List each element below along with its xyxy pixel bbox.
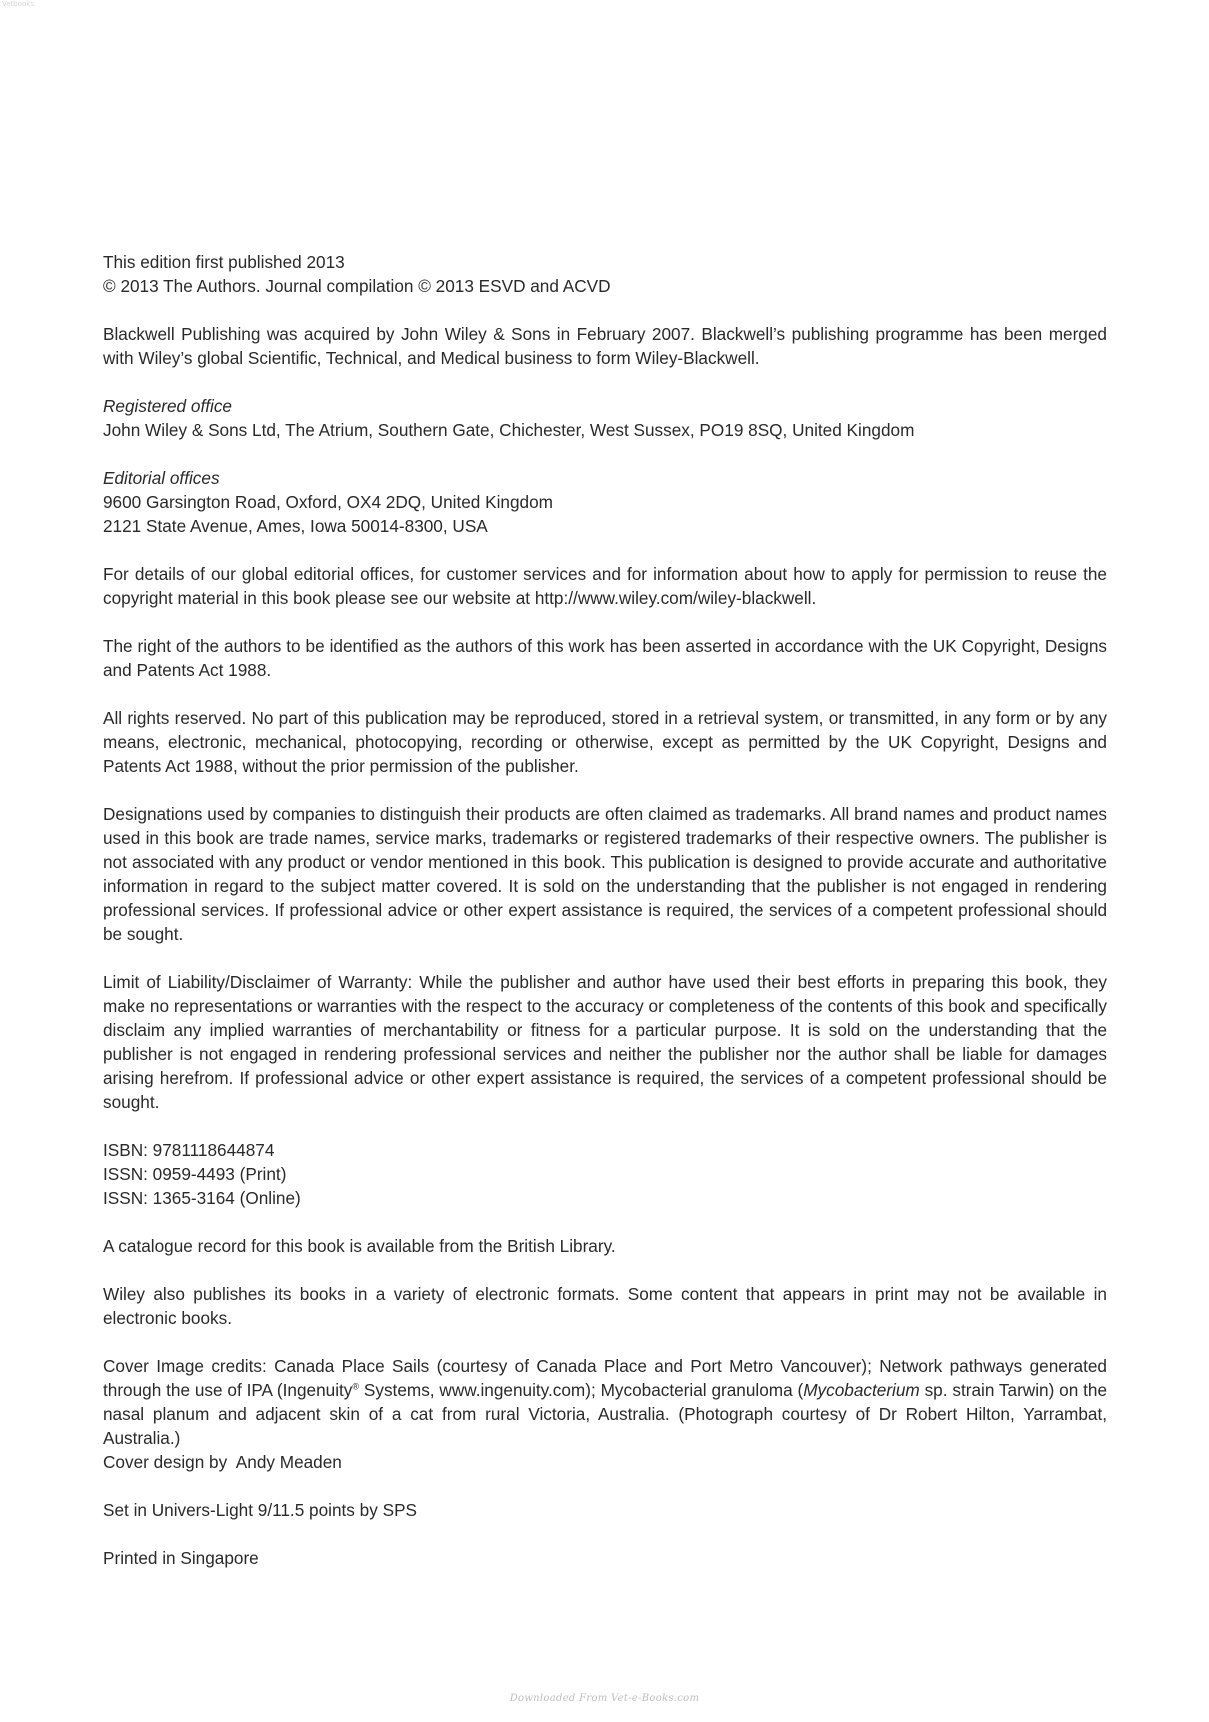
species-name: Mycobacterium	[803, 1380, 920, 1400]
registered-office-block	[103, 394, 1107, 442]
first-published-line: This edition first published 2013	[103, 252, 345, 272]
editorial-offices-heading: Editorial offices	[103, 468, 220, 488]
isbn-line: ISBN: 9781118644874	[103, 1140, 275, 1160]
registered-office-heading: Registered office	[103, 396, 232, 416]
global-offices-paragraph: For details of our global editorial offices, for customer services and for information about how to apply for permission to reuse the copyright material in this book please see our website at http://www.wiley.com/wiley-blackwell.	[103, 564, 1107, 608]
cover-credits-block	[103, 1354, 1107, 1474]
corner-watermark: Vetbooks	[2, 0, 35, 8]
editorial-offices-block	[103, 466, 1107, 538]
registered-office-address: John Wiley & Sons Ltd, The Atrium, Southern Gate, Chichester, West Sussex, PO19 8SQ, United Kingdom	[103, 420, 915, 440]
printed-paragraph: Printed in Singapore	[103, 1548, 259, 1568]
publication-block	[103, 250, 1107, 298]
download-watermark: Downloaded From Vet-e-Books.com	[509, 1693, 700, 1704]
authors-right-paragraph: The right of the authors to be identified as the authors of this work has been asserted in accordance with the UK Copyright, Designs and Patents Act 1988.	[103, 636, 1107, 680]
identifiers-block	[103, 1138, 1107, 1210]
editorial-office-ames: 2121 State Avenue, Ames, Iowa 50014-8300, USA	[103, 516, 488, 536]
editorial-office-oxford: 9600 Garsington Road, Oxford, OX4 2DQ, United Kingdom	[103, 492, 553, 512]
copyright-page	[103, 250, 1107, 1594]
trademarks-paragraph: Designations used by companies to distinguish their products are often claimed as trademarks. All brand names and product names used in this book are trade names, service marks, trademarks or registered trademarks of their respective owners. The publisher is not associated with any product or vendor mentioned in this book. This publication is designed to provide accurate and authoritative information in regard to the subject matter covered. It is sold on the understanding that the publisher is not engaged in rendering professional services. If professional advice or other expert assistance is required, the services of a competent professional should be sought.	[103, 804, 1107, 944]
liability-disclaimer-paragraph: Limit of Liability/Disclaimer of Warranty: While the publisher and author have used their best efforts in preparing this book, they make no representations or warranties with the respect to the accuracy or completeness of the contents of this book and specifically disclaim any implied warranties of merchantability or fitness for a particular purpose. It is sold on the understanding that the publisher is not engaged in rendering professional services and neither the publisher nor the author shall be liable for damages arising herefrom. If professional advice or other expert assistance is required, the services of a competent professional should be sought.	[103, 972, 1107, 1112]
cover-image-credits	[103, 1354, 1107, 1450]
acquisition-paragraph: Blackwell Publishing was acquired by John Wiley & Sons in February 2007. Blackwell’s publishing programme has been merged with Wiley’s global Scientific, Technical, and Medical business to form Wiley-Blackwell.	[103, 324, 1107, 368]
issn-print-line: ISSN: 0959-4493 (Print)	[103, 1164, 287, 1184]
typesetting-paragraph: Set in Univers-Light 9/11.5 points by SPS	[103, 1500, 417, 1520]
cover-design-line: Cover design by Andy Meaden	[103, 1452, 342, 1472]
rights-reserved-paragraph: All rights reserved. No part of this publication may be reproduced, stored in a retrieval system, or transmitted, in any form or by any means, electronic, mechanical, photocopying, recording or otherwise, except as permitted by the UK Copyright, Designs and Patents Act 1988, without the prior permission of the publisher.	[103, 708, 1107, 776]
catalogue-paragraph: A catalogue record for this book is available from the British Library.	[103, 1236, 616, 1256]
registered-trademark-mark: ®	[352, 1381, 360, 1392]
copyright-line: © 2013 The Authors. Journal compilation © 2013 ESVD and ACVD	[103, 276, 611, 296]
cover-credits-part-2: Systems, www.ingenuity.com); Mycobacterial granuloma (	[359, 1380, 804, 1400]
cover-credits-part-1: Cover Image credits: Canada Place Sails (courtesy of Canada Place and Port Metro Vancouver); Network pathways generated through the use of IPA (Ingenuity	[103, 1356, 1107, 1400]
issn-online-line: ISSN: 1365-3164 (Online)	[103, 1188, 301, 1208]
cover-credits-part-3: sp. strain Tarwin) on the nasal planum and adjacent skin of a cat from rural Victoria, Australia. (Photograph courtesy of Dr Robert Hilton, Yarrambat, Australia.)	[103, 1380, 1107, 1448]
electronic-formats-paragraph: Wiley also publishes its books in a variety of electronic formats. Some content that appears in print may not be available in electronic books.	[103, 1284, 1107, 1328]
